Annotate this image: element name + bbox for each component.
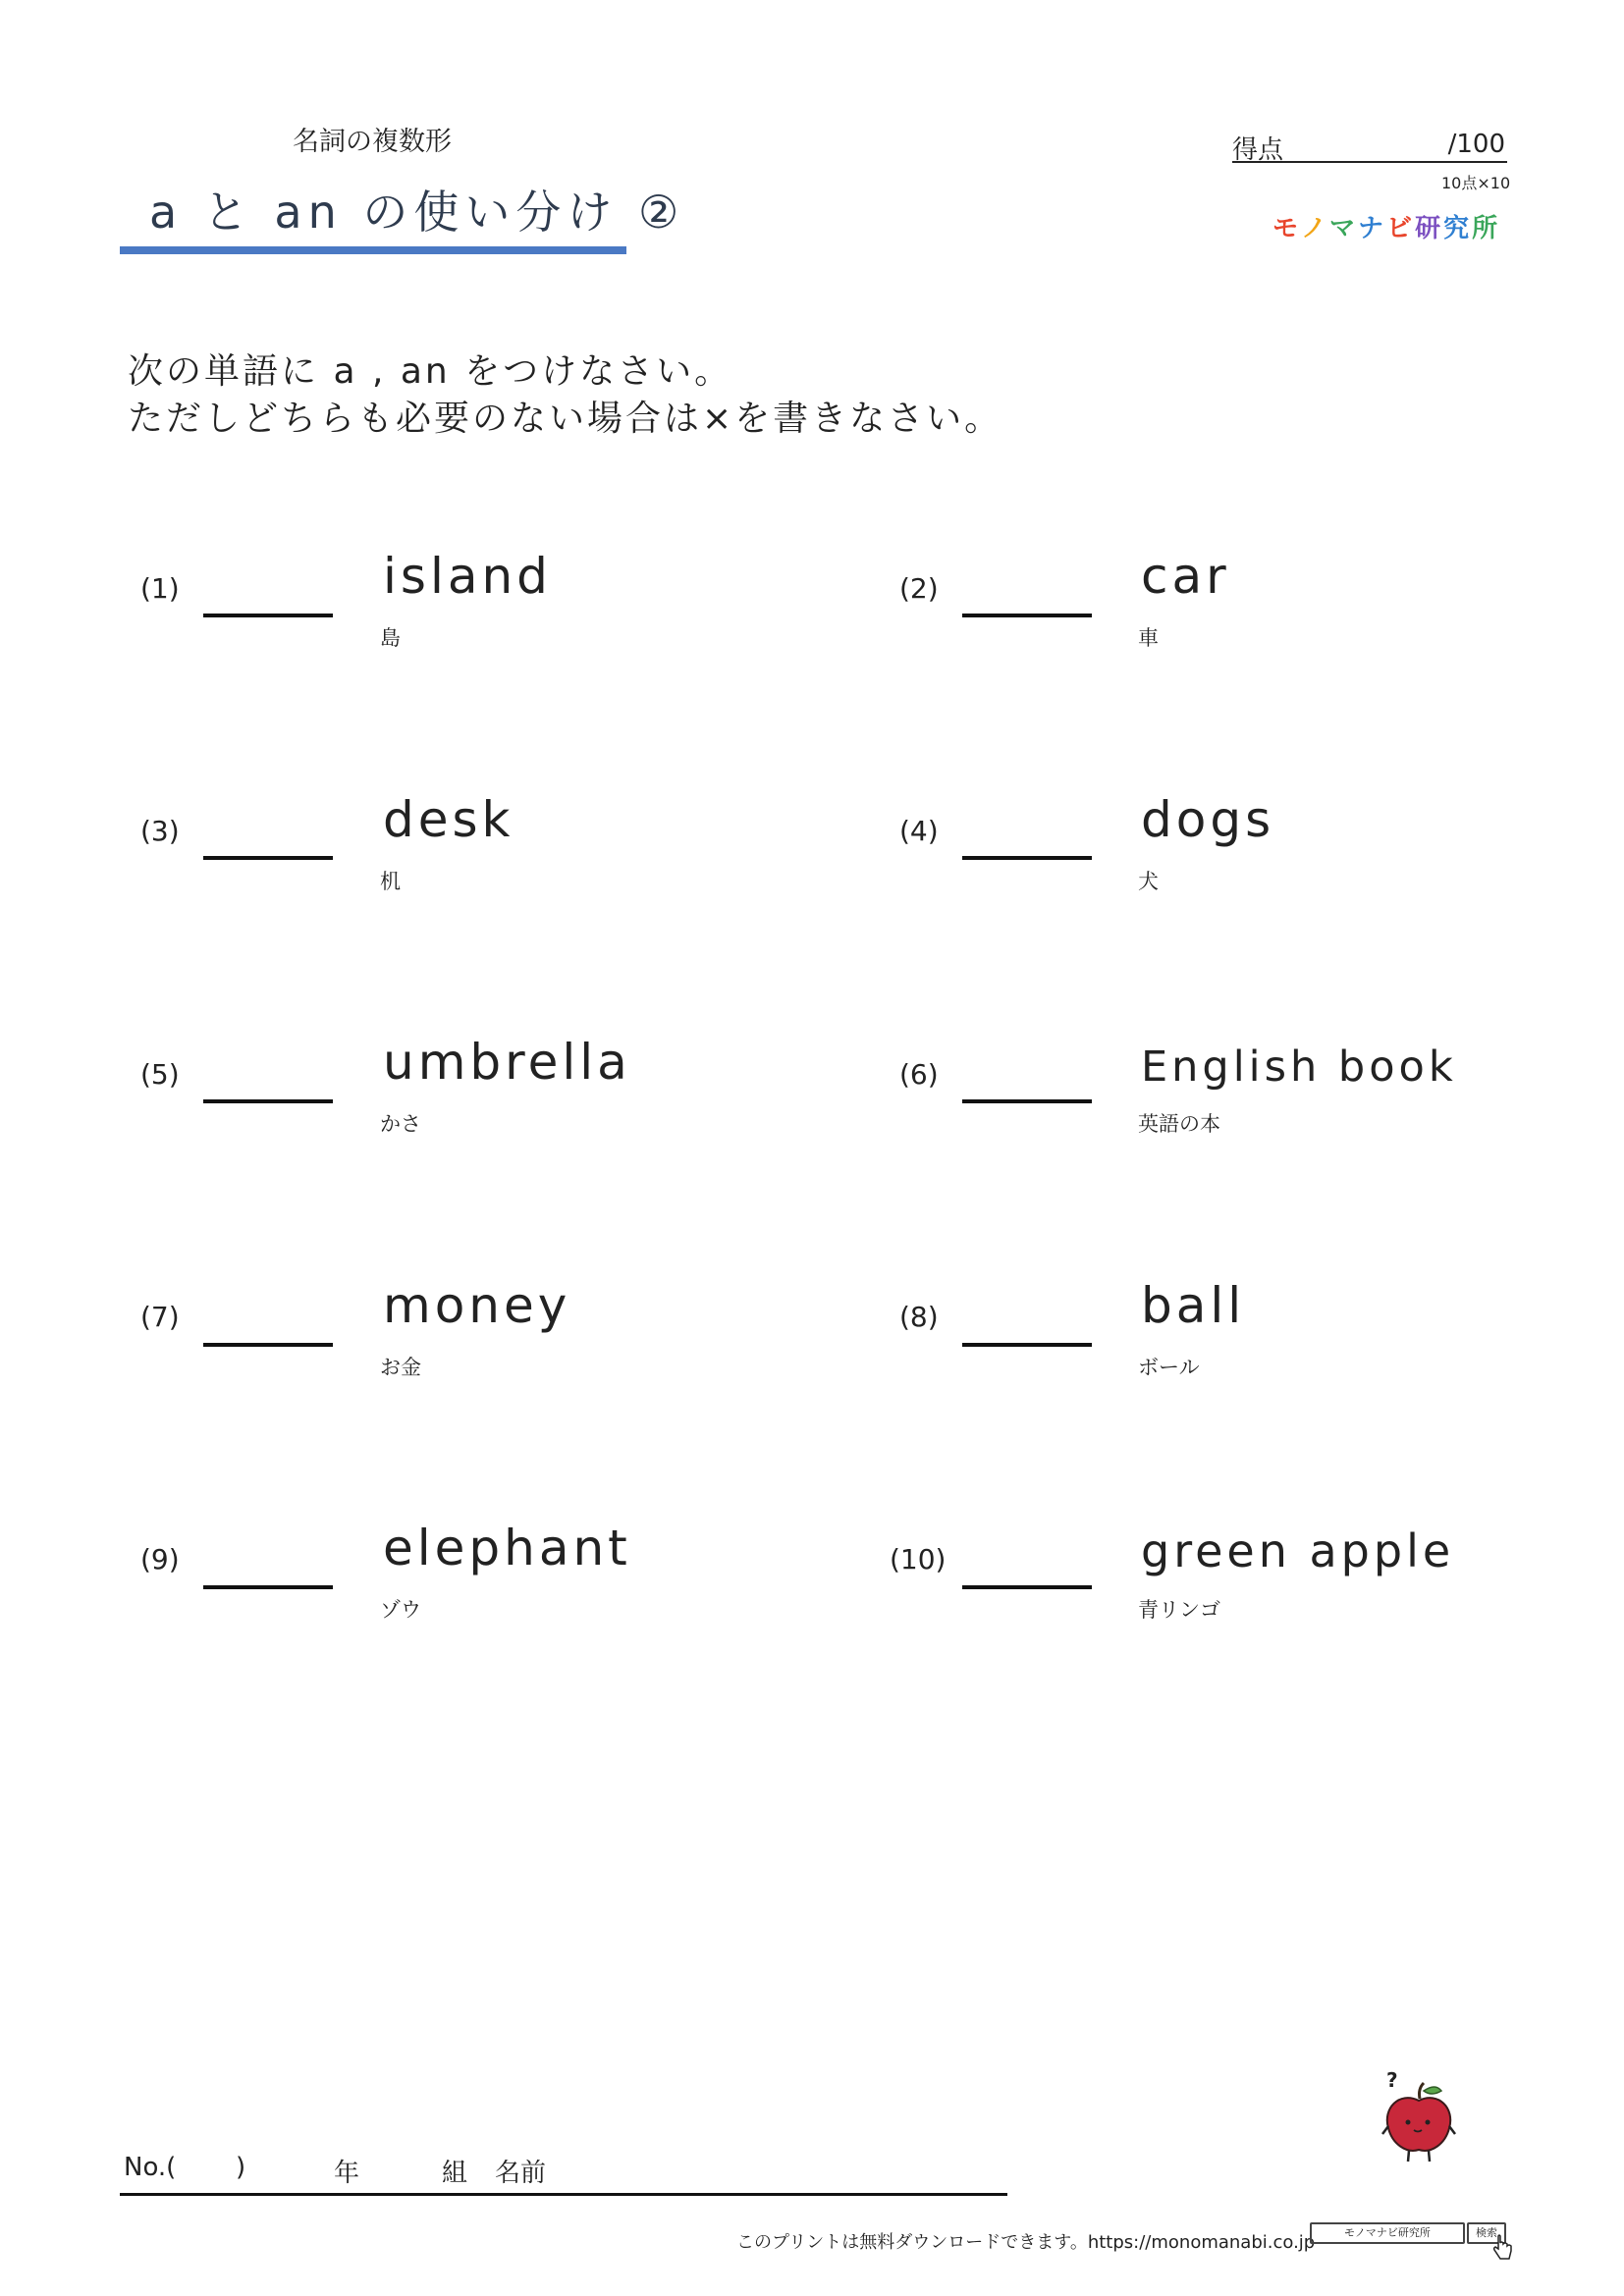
question-number: (1) [140, 572, 180, 605]
score-field [1232, 130, 1507, 163]
title-underline [120, 246, 626, 254]
answer-blank[interactable] [203, 856, 333, 860]
answer-blank[interactable] [203, 1099, 333, 1103]
brand-char: ビ [1386, 214, 1416, 243]
answer-blank[interactable] [962, 1099, 1092, 1103]
search-box[interactable]: モノマナビ研究所 [1310, 2222, 1465, 2244]
question-meaning: 英語の本 [1138, 1112, 1220, 1136]
question-meaning: 机 [380, 870, 401, 893]
answer-blank[interactable] [962, 1343, 1092, 1347]
question-word: dogs [1141, 791, 1275, 848]
subtitle: 名詞の複数形 [293, 127, 452, 157]
number-close: ) [236, 2153, 246, 2182]
question-number: (4) [899, 815, 939, 847]
question-meaning: お金 [380, 1356, 421, 1379]
question-word: elephant [383, 1520, 631, 1576]
name-label: 名前 [495, 2159, 547, 2188]
question-meaning: 犬 [1138, 870, 1159, 893]
download-note: このプリントは無料ダウンロードできます。https://monomanabi.co.jp [736, 2232, 1316, 2253]
question-meaning: 島 [380, 626, 401, 650]
answer-blank[interactable] [962, 856, 1092, 860]
question-number: (8) [899, 1301, 939, 1333]
year-label: 年 [334, 2159, 360, 2188]
question-meaning: ゾウ [380, 1598, 421, 1622]
answer-blank[interactable] [203, 614, 333, 617]
hand-cursor-icon [1492, 2234, 1514, 2262]
question-number: (5) [140, 1058, 180, 1091]
brand-char: 所 [1472, 214, 1501, 243]
brand-char: ノ [1301, 214, 1330, 243]
class-label: 組 [442, 2159, 468, 2188]
points-note: 10点×10 [1441, 174, 1511, 192]
question-word: desk [383, 791, 514, 848]
question-meaning: ボール [1138, 1356, 1200, 1379]
question-number: (9) [140, 1543, 180, 1575]
score-label: 得点 [1232, 135, 1284, 165]
answer-blank[interactable] [203, 1343, 333, 1347]
question-word: English book [1141, 1042, 1457, 1092]
question-number: (10) [890, 1543, 947, 1575]
question-word: ball [1141, 1277, 1246, 1334]
brand-char: 研 [1415, 214, 1444, 243]
question-number: (2) [899, 572, 939, 605]
brand-char: マ [1329, 214, 1359, 243]
brand-char: モ [1272, 214, 1302, 243]
brand-char: 究 [1443, 214, 1473, 243]
question-word: car [1141, 548, 1230, 605]
apple-mascot-icon [1375, 2069, 1463, 2167]
name-line [120, 2193, 1007, 2196]
search-button[interactable]: 検索 [1467, 2222, 1506, 2244]
question-number: (7) [140, 1301, 180, 1333]
question-word: green apple [1141, 1524, 1455, 1577]
page-title: a と an の使い分け ② [149, 186, 685, 239]
question-meaning: かさ [380, 1112, 421, 1136]
instruction-line-2: ただしどちらも必要のない場合は×を書きなさい。 [128, 399, 1003, 439]
number-label: No.( [124, 2153, 177, 2182]
question-meaning: 車 [1138, 626, 1159, 650]
answer-blank[interactable] [962, 1585, 1092, 1589]
answer-blank[interactable] [962, 614, 1092, 617]
brand-logo [1272, 208, 1500, 244]
answer-blank[interactable] [203, 1585, 333, 1589]
question-word: island [383, 548, 552, 605]
score-max: /100 [1447, 130, 1505, 159]
question-meaning: 青リンゴ [1138, 1598, 1220, 1622]
question-word: umbrella [383, 1034, 631, 1091]
question-number: (6) [899, 1058, 939, 1091]
svg-text:?: ? [1386, 2069, 1398, 2092]
question-number: (3) [140, 815, 180, 847]
question-word: money [383, 1277, 571, 1334]
brand-char: ナ [1358, 214, 1387, 243]
instruction-line-1: 次の単語に a , an をつけなさい。 [128, 351, 733, 392]
